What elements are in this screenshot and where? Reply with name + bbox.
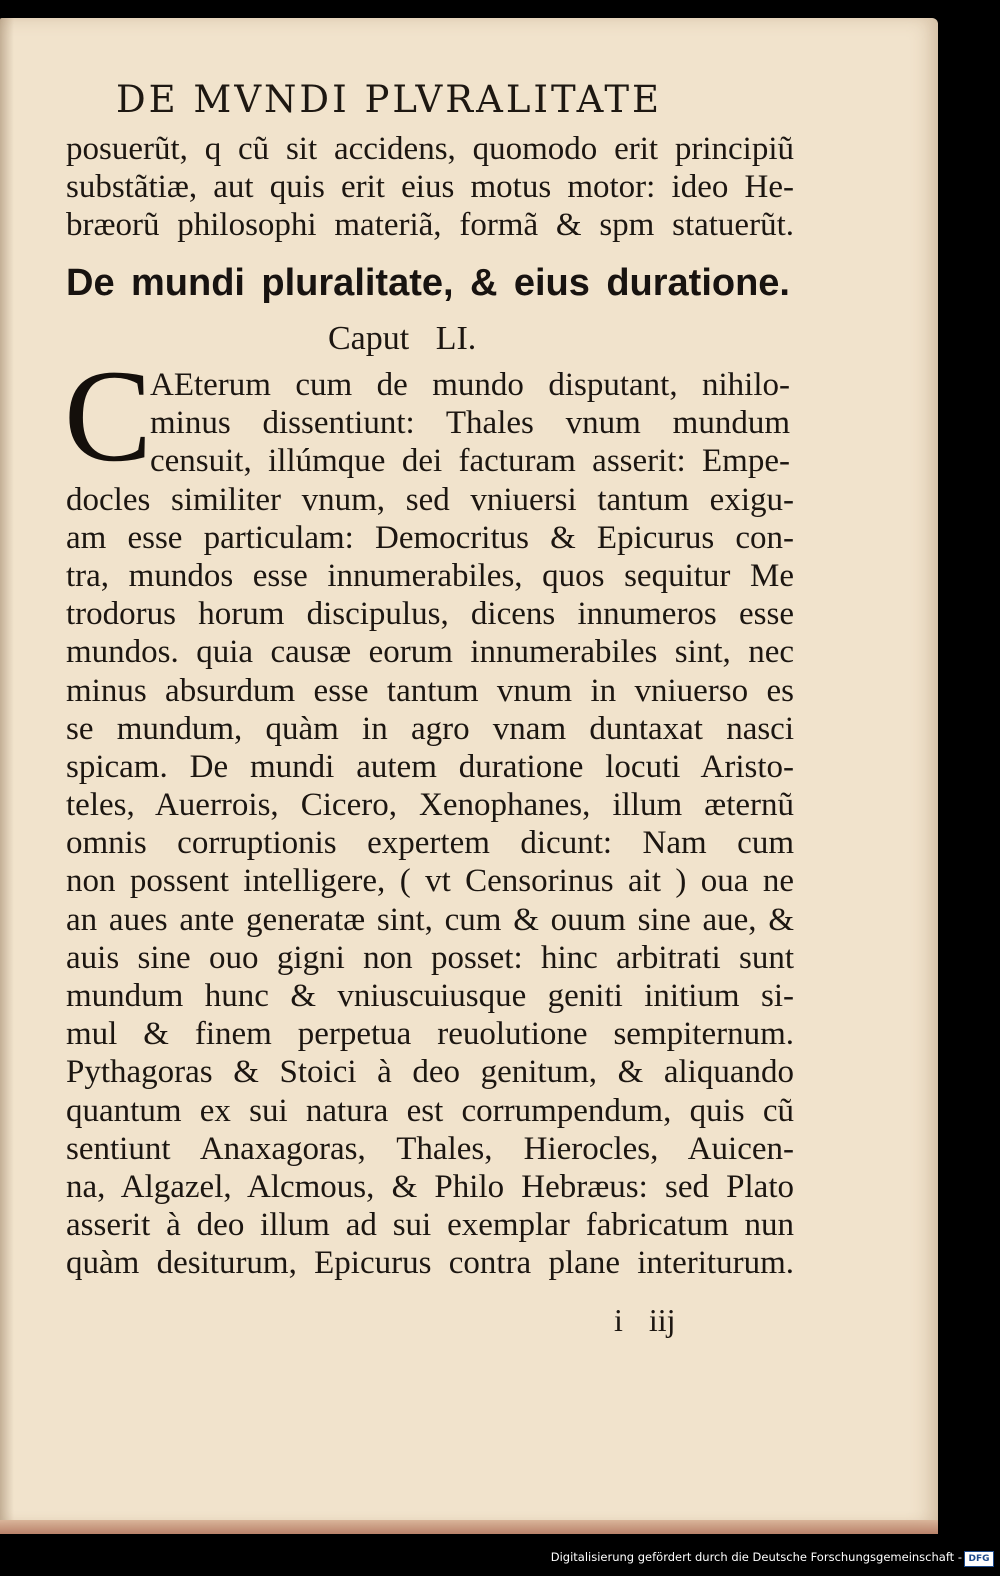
drop-capital: C [64,342,153,489]
text-line: teles, Auerrois, Cicero, Xenophanes, illum æternũ [66,787,794,824]
text-line: tra, mundos esse innumerabiles, quos sequitur Me [66,557,794,594]
text-line: sentiunt Anaxagoras, Thales, Hierocles, Auicen- [66,1130,794,1167]
text-line: se mundum, quàm in agro vnam duntaxat nasci [66,710,794,747]
text-line: mul & finem perpetua reuolutione sempiternum. [66,1016,794,1053]
text-line: quantum ex sui natura est corrumpendum, quis cũ [66,1092,794,1129]
chapter-title: De mundi pluralitate, & eius duratione. [66,262,790,304]
dfg-logo: DFG [964,1551,994,1567]
text-line: auis sine ouo gigni non posset: hinc arbitrati sunt [66,939,794,976]
signature-mark: i iij [614,1302,676,1338]
text-line: spicam. De mundi autem duratione locuti Aristo- [66,748,794,785]
text-line: non possent intelligere, ( vt Censorinus ait ) oua ne [66,863,794,900]
intro-text [66,130,794,245]
text-line: minus absurdum esse tantum vnum in vniuerso es [66,672,794,709]
text-line: posuerũt, q cũ sit accidens, quomodo erit principiũ [66,131,794,167]
text-line: omnis corruptionis expertem dicunt: Nam cum [66,825,794,862]
digitization-footer [0,1546,1000,1576]
page-edge [0,1520,938,1534]
body-text [66,481,794,1283]
text-line: AEterum cum de mundo disputant, nihilo- [150,367,790,403]
text-line: an aues ante generatæ sint, cum & ouum sine aue, & [66,901,794,938]
indented-body-text [150,366,790,481]
text-line: quàm desiturum, Epicurus contra plane interiturum. [66,1245,794,1282]
text-line: censuit, illúmque dei facturam asserit: Empe- [150,443,790,480]
chapter-number: Caput LI. [328,320,477,357]
text-line: minus dissentiunt: Thales vnum mundum [150,405,790,442]
text-line: asserit à deo illum ad sui exemplar fabricatum nun [66,1207,794,1244]
funding-notice: Digitalisierung gefördert durch die Deutsche Forschungsgemeinschaft - [550,1550,962,1564]
text-line: bræorũ philosophi materiã, formã & spm statuerũt. [66,207,794,244]
text-line: na, Algazel, Alcmous, & Philo Hebræus: sed Plato [66,1168,794,1205]
text-line: trodorus horum discipulus, dicens innumeros esse [66,596,794,633]
text-line: Pythagoras & Stoici à deo genitum, & aliquando [66,1054,794,1091]
running-head: DE MVNDI PLVRALITATE [116,78,663,121]
text-line: substãtiæ, aut quis erit eius motus motor: ideo He- [66,169,794,206]
spine-shadow [0,18,14,1532]
text-line: docles similiter vnum, sed vniuersi tantum exigu- [66,481,794,518]
text-line: mundum hunc & vniuscuiusque geniti initium si- [66,978,794,1015]
text-line: mundos. quia causæ eorum innumerabiles sint, nec [66,634,794,671]
text-line: am esse particulam: Democritus & Epicurus con- [66,519,794,556]
